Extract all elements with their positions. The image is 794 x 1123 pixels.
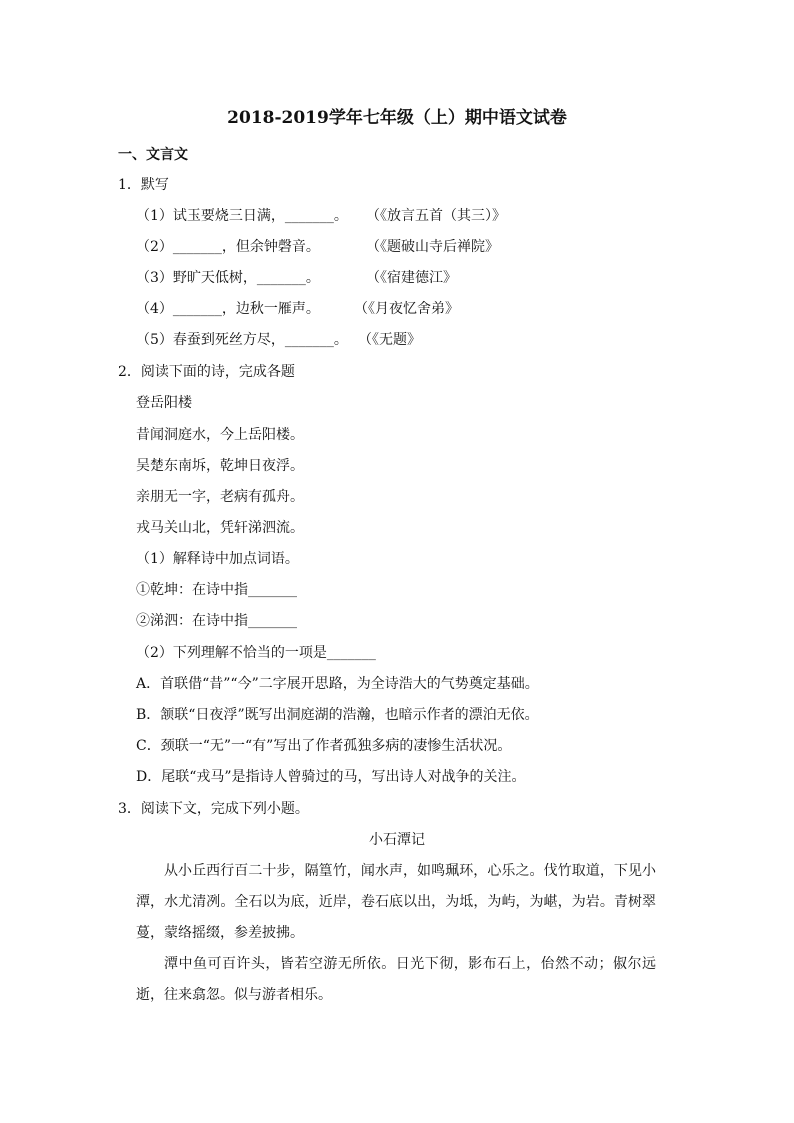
q2-sub1-prompt: （1）解释诗中加点词语。 <box>136 551 299 567</box>
q1-item-3: （3）野旷天低树，_______。 <box>136 270 320 286</box>
question-1-label: 1．默写 <box>118 177 169 193</box>
q1-item-3-source: （《宿建德江》 <box>366 270 457 286</box>
q2-sub2-prompt: （2）下列理解不恰当的一项是_______ <box>136 645 376 661</box>
poem-line: 戎马关山北，凭轩涕泗流。 <box>136 520 304 536</box>
passage-title: 小石潭记 <box>369 832 425 848</box>
q1-item-4: （4）_______，边秋一雁声。 <box>136 301 320 317</box>
passage-paragraph-1: 从小丘西行百二十步，隔篁竹，闻水声，如鸣珮环，心乐之。伐竹取道，下见小潭，水尤清冽。全石以为底，近岸，卷石底以出，为坻，为屿，为嵁，为岩。青树翠蔓，蒙络摇缀，参差披拂。 <box>136 863 656 941</box>
q1-item-1-source: （《放言五首（其三）》 <box>366 208 506 224</box>
q1-item-4-source: （《月夜忆舍弟》 <box>354 301 459 317</box>
q1-item-2: （2）_______，但余钟磬音。 <box>136 239 320 255</box>
q1-item-2-source: （《题破山寺后禅院》 <box>366 239 499 255</box>
q2-option-b: B．颔联“日夜浮”既写出洞庭湖的浩瀚，也暗示作者的漂泊无依。 <box>136 707 539 723</box>
page-title: 2018-2019学年七年级（上）期中语文试卷 <box>227 108 567 128</box>
section-heading: 一、文言文 <box>118 147 188 163</box>
q2-sub1-item: ②涕泗：在诗中指_______ <box>136 613 297 629</box>
q2-sub1-item: ①乾坤：在诗中指_______ <box>136 582 297 598</box>
passage-paragraph-2: 潭中鱼可百许头，皆若空游无所依。日光下彻，影布石上，佁然不动；俶尔远逝，往来翕忽。似与游者相乐。 <box>136 956 656 1003</box>
poem-line: 昔闻洞庭水，今上岳阳楼。 <box>136 427 304 443</box>
q2-option-c: C．颈联一“无”一“有”写出了作者孤独多病的凄惨生活状况。 <box>136 738 512 754</box>
q2-option-d: D．尾联“戎马”是指诗人曾骑过的马，写出诗人对战争的关注。 <box>136 769 526 785</box>
question-3-label: 3．阅读下文，完成下列小题。 <box>118 801 309 817</box>
question-2-label: 2．阅读下面的诗，完成各题 <box>118 364 295 380</box>
poem-title: 登岳阳楼 <box>136 395 192 411</box>
poem-line: 吴楚东南坼，乾坤日夜浮。 <box>136 458 304 474</box>
q1-item-1: （1）试玉要烧三日满，_______。 <box>136 208 348 224</box>
q1-item-5: （5）春蚕到死丝方尽，_______。 <box>136 332 348 348</box>
q1-item-5-source: （《无题》 <box>358 332 421 348</box>
poem-line: 亲朋无一字，老病有孤舟。 <box>136 489 304 505</box>
q2-option-a: A．首联借“昔”“今”二字展开思路，为全诗浩大的气势奠定基础。 <box>136 676 539 692</box>
